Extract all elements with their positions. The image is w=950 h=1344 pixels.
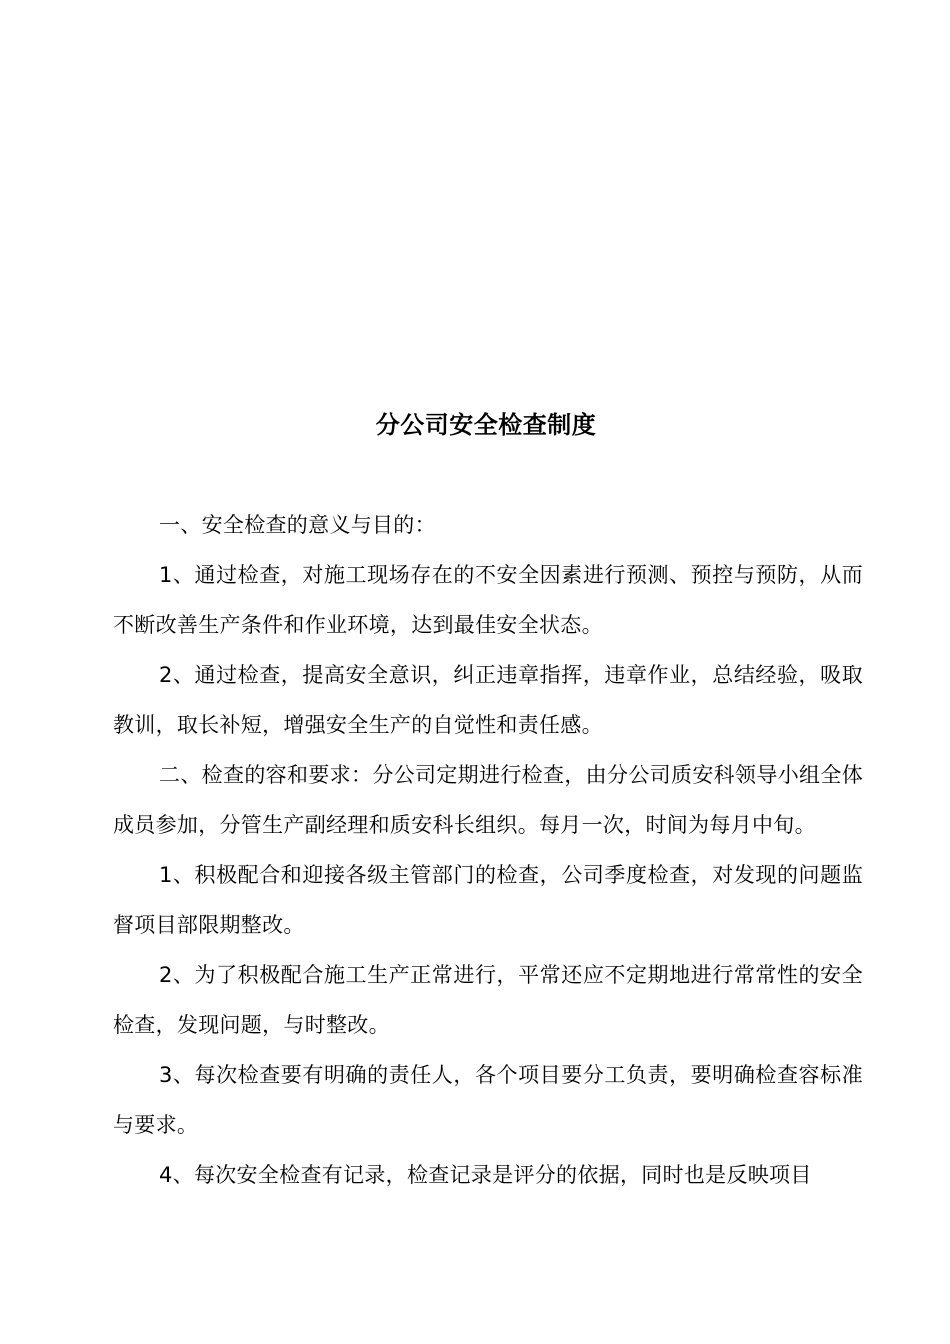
document-body <box>113 500 863 1200</box>
paragraph-requirement-2: 2、为了积极配合施工生产正常进行，平常还应不定期地进行常常性的安全检查，发现问题，与时整改。 <box>113 963 863 1037</box>
section-heading-requirements: 二、检查的容和要求：分公司定期进行检查，由分公司质安科领导小组全体成员参加，分管生产副经理和质安科长组织。每月一次，时间为每月中旬。 <box>113 763 863 837</box>
section-heading-purpose: 一、安全检查的意义与目的： <box>159 513 436 537</box>
paragraph-requirement-1: 1、积极配合和迎接各级主管部门的检查，公司季度检查，对发现的问题监督项目部限期整改。 <box>113 863 863 937</box>
paragraph-purpose-2: 2、通过检查，提高安全意识，纠正违章指挥，违章作业，总结经验，吸取教训，取长补短，增强安全生产的自觉性和责任感。 <box>113 663 863 737</box>
paragraph-requirement-3: 3、每次检查要有明确的责任人，各个项目要分工负责，要明确检查容标准与要求。 <box>113 1063 863 1137</box>
paragraph-requirement-4: 4、每次安全检查有记录，检查记录是评分的依据，同时也是反映项目 <box>159 1163 812 1187</box>
document-title: 分公司安全检查制度 <box>375 411 597 439</box>
paragraph-purpose-1: 1、通过检查，对施工现场存在的不安全因素进行预测、预控与预防，从而不断改善生产条件和作业环境，达到最佳安全状态。 <box>113 563 863 637</box>
